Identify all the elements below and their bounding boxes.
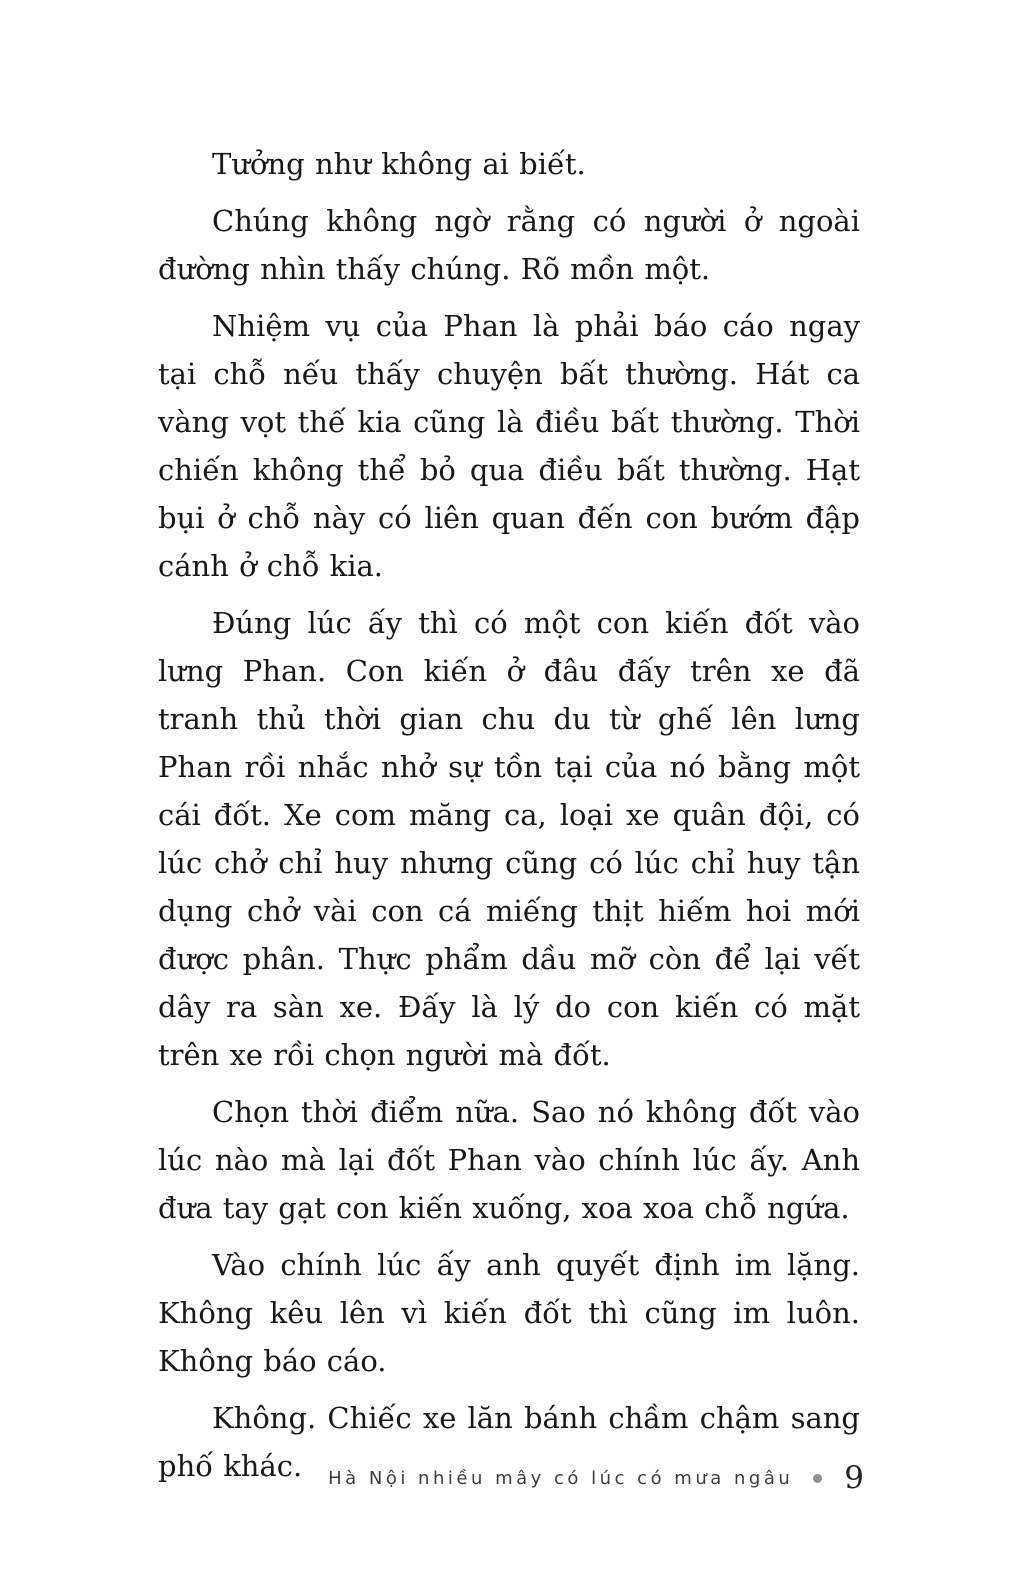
page-number: 9 — [844, 1460, 864, 1496]
paragraph: Chọn thời điểm nữa. Sao nó không đốt vào lúc nào mà lại đốt Phan vào chính lúc ấy. Anh đưa tay gạt con kiến xuống, xoa xoa chỗ ngứa. — [158, 1095, 860, 1225]
body-text — [158, 140, 860, 1499]
paragraph: Vào chính lúc ấy anh quyết định im lặng. Không kêu lên vì kiến đốt thì cũng im luôn. Không báo cáo. — [158, 1248, 860, 1378]
dot-separator-icon — [813, 1474, 822, 1483]
page-footer — [328, 1452, 864, 1504]
running-title: Hà Nội nhiều mây có lúc có mưa ngâu — [328, 1467, 794, 1489]
paragraph: Nhiệm vụ của Phan là phải báo cáo ngay tại chỗ nếu thấy chuyện bất thường. Hát ca vàng vọt thế kia cũng là điều bất thường. Thời chiến không thể bỏ qua điều bất thường. Hạt bụi ở chỗ này có liên quan đến con bướm đập cánh ở chỗ kia. — [158, 309, 860, 583]
paragraph: Không. Chiếc xe lăn bánh chầm chậm sang phố khác. — [158, 1401, 860, 1483]
paragraph: Tưởng như không ai biết. — [212, 147, 586, 181]
paragraph: Đúng lúc ấy thì có một con kiến đốt vào lưng Phan. Con kiến ở đâu đấy trên xe đã tranh thủ thời gian chu du từ ghế lên lưng Phan rồi nhắc nhở sự tồn tại của nó bằng một cái đốt. Xe com măng ca, loại xe quân đội, có lúc chở chỉ huy nhưng cũng có lúc chỉ huy tận dụng chở vài con cá miếng thịt hiếm hoi mới được phân. Thực phẩm dầu mỡ còn để lại vết dây ra sàn xe. Đấy là lý do con kiến có mặt trên xe rồi chọn người mà đốt. — [158, 606, 860, 1072]
paragraph: Chúng không ngờ rằng có người ở ngoài đường nhìn thấy chúng. Rõ mồn một. — [158, 204, 860, 286]
